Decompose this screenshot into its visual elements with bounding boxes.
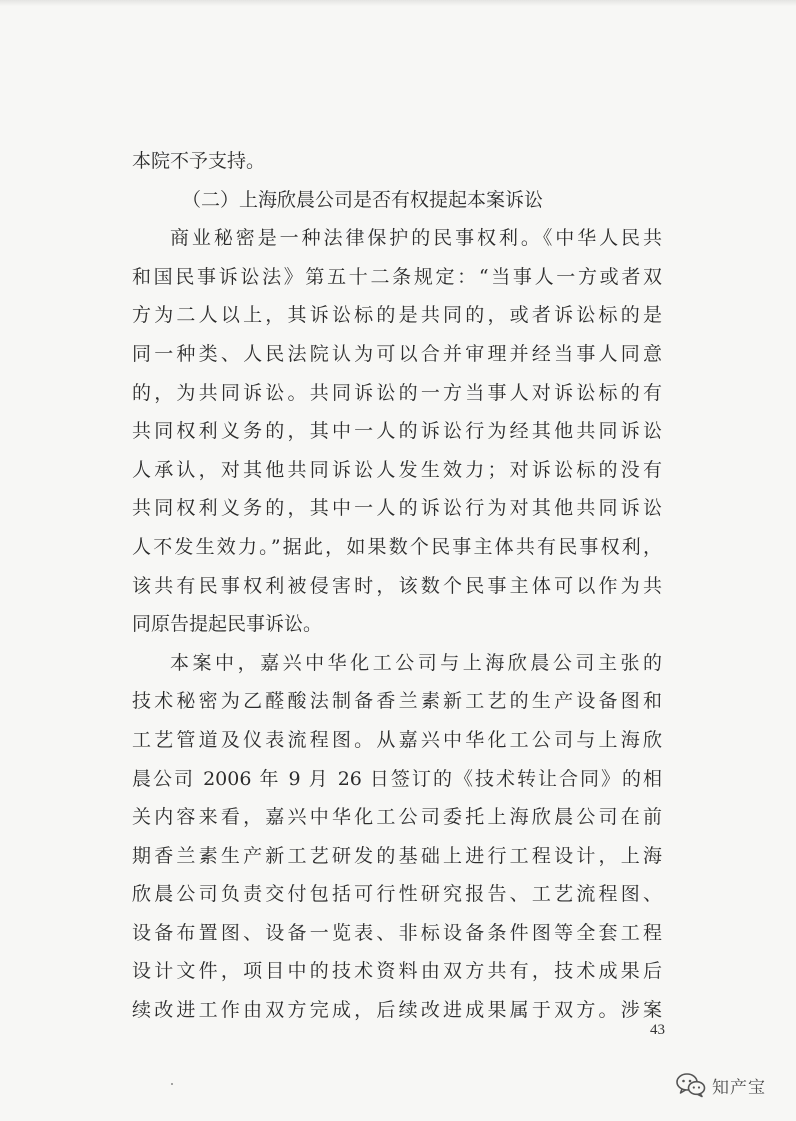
watermark-text: 知产宝 [712,1077,766,1098]
wechat-icon [676,1072,706,1098]
page-number: 43 [650,1022,665,1038]
text-line: 人承认，对其他共同诉讼人发生效力；对诉讼标的没有 [132,458,662,481]
text-line: 晨公司 2006 年 9 月 26 日签订的《技术转让合同》的相 [132,767,662,790]
text-line: 本案中，嘉兴中华化工公司与上海欣晨公司主张的 [170,651,662,674]
text-line: 本院不予支持。 [132,150,266,172]
text-line: 共同权利义务的，其中一人的诉讼行为经其他共同诉讼 [132,420,662,443]
text-line: 同原告提起民事诉讼。 [132,613,323,636]
text-line: 共同权利义务的，其中一人的诉讼行为对其他共同诉讼 [132,497,662,520]
text-line: 设计文件，项目中的技术资料由双方共有，技术成果后 [132,960,662,983]
text-line: 和国民事诉讼法》第五十二条规定：“当事人一方或者双 [132,265,662,288]
text-line: 人不发生效力。”据此，如果数个民事主体共有民事权利， [132,535,662,558]
document-body [132,142,662,1030]
scan-edge-shadow [0,0,796,6]
text-line: 欣晨公司负责交付包括可行性研究报告、工艺流程图、 [132,883,662,906]
text-line: 该共有民事权利被侵害时，该数个民事主体可以作为共 [132,574,662,597]
section-heading: （二）上海欣晨公司是否有权提起本案诉讼 [182,188,544,211]
text-line: 关内容来看，嘉兴中华化工公司委托上海欣晨公司在前 [132,806,662,829]
text-line: 设备布置图、设备一览表、非标设备条件图等全套工程 [132,921,662,944]
text-line: 商业秘密是一种法律保护的民事权利。《中华人民共 [170,227,662,250]
watermark [676,1072,766,1098]
text-line: 期香兰素生产新工艺研发的基础上进行工程设计，上海 [132,844,662,867]
text-line: 续改进工作由双方完成，后续改进成果属于双方。涉案 [132,999,662,1022]
text-line: 同一种类、人民法院认为可以合并审理并经当事人同意 [132,342,662,365]
text-line: 工艺管道及仪表流程图。从嘉兴中华化工公司与上海欣 [132,728,662,751]
scan-speck [171,1083,173,1085]
text-line: 技术秘密为乙醛酸法制备香兰素新工艺的生产设备图和 [132,690,662,713]
text-line: 方为二人以上，其诉讼标的是共同的，或者诉讼标的是 [132,304,662,327]
text-line: 的，为共同诉讼。共同诉讼的一方当事人对诉讼标的有 [132,381,662,404]
